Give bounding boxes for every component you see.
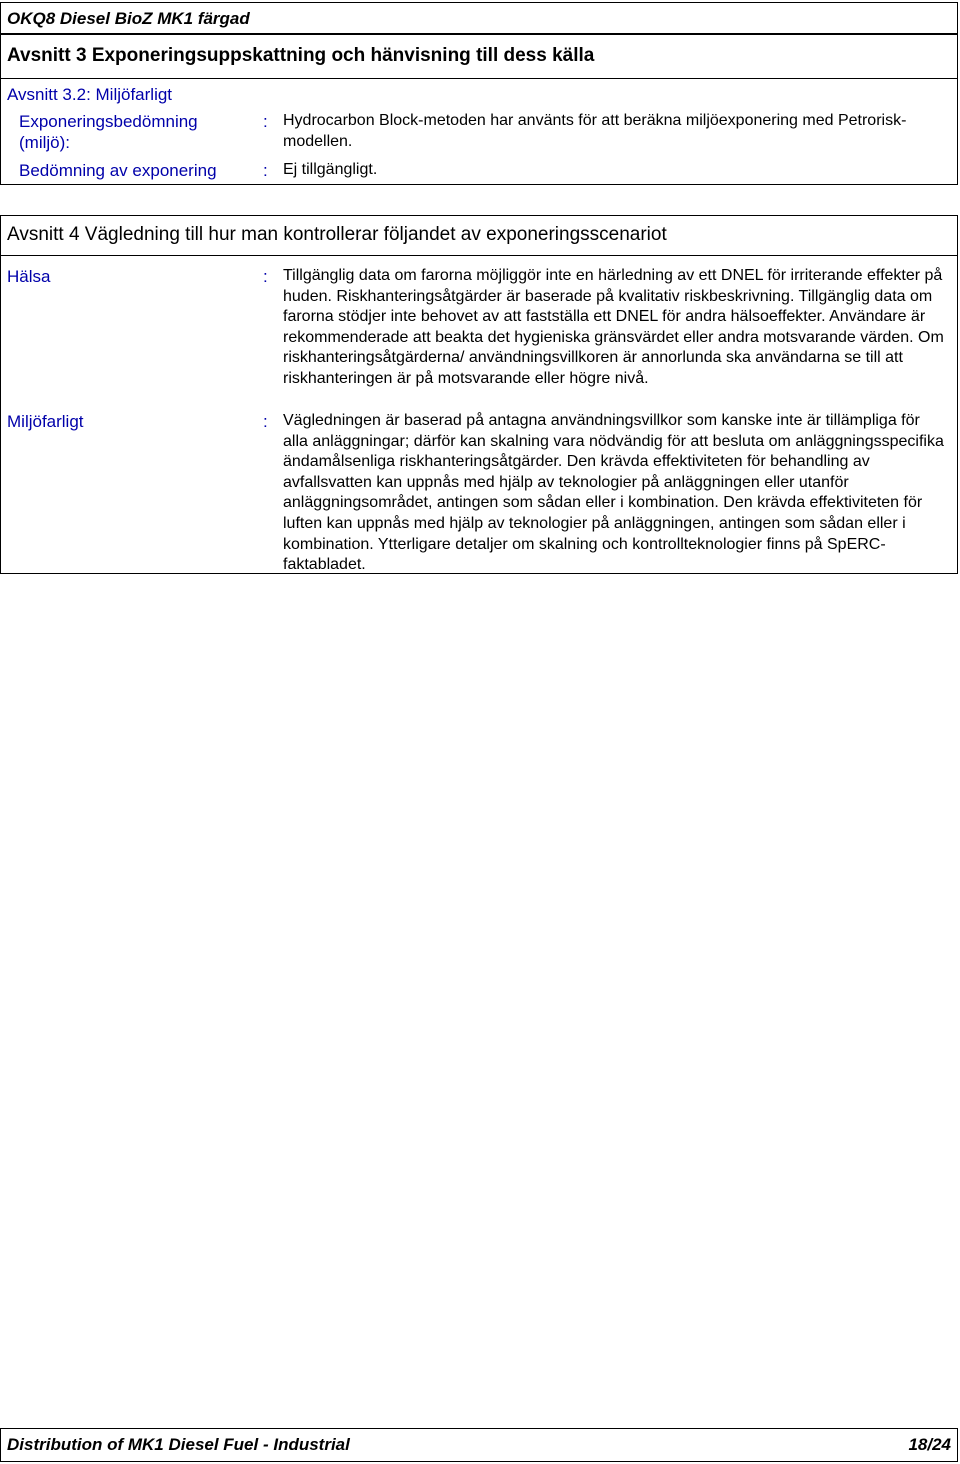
exposure-assessment-label: Exponeringsbedömning (miljö): [19,112,198,152]
section-3-title-bar [1,35,957,79]
environment-colon: : [263,412,268,431]
exposure-evaluation-value: Ej tillgängligt. [283,161,378,178]
page-number: 18/24 [908,1435,951,1454]
health-value: Tillgänglig data om farorna möjliggör inte en härledning av ett DNEL för irriterande effekter på huden. Riskhanteringsåtgärder är baserade på kvalitativ riskbeskrivning. Tillgänglig data om farorna stödjer inte behovet av att fastställa ett DNEL för andra hälsoeffekter. Användare är rekommenderade att beakta det hygieniska gränsvärdet eller andra motsvarande värden. Om riskhanteringsåtgärderna/ användningsvillkoren är annorlunda ska användarna se till att riskhanteringen är på motsvarande eller högre nivå. [283,267,944,387]
section-4-title: Avsnitt 4 Vägledning till hur man kontrollerar följandet av exponeringsscenariot [7,224,667,245]
environment-value: Vägledningen är baserad på antagna användningsvillkor som kanske inte är tillämpliga för alla anläggningar; därför kan skalning vara nödvändig för att besluta om anläggningsspecifika ändamålsenliga riskhanteringsåtgärder. Den krävda effektiviteten för behandling av avfallsvatten kan uppnås med hjälp av teknologier på anläggningen eller utanför anläggningsområdet, antingen som sådan eller i kombination. Den krävda effektiviteten för luften kan uppnås med hjälp av teknologier på anläggningen, antingen som sådan eller i kombination. Ytterligare detaljer om skalning och kontrollteknologier finns på SpERC-faktabladet. [283,412,944,574]
health-colon: : [263,267,268,286]
exposure-evaluation-colon: : [263,161,268,180]
exposure-evaluation-label: Bedömning av exponering [19,161,217,180]
exposure-assessment-colon: : [263,112,268,131]
section-3 [0,34,958,185]
document-header [0,2,958,34]
product-name: OKQ8 Diesel BioZ MK1 färgad [7,9,250,28]
section-3-title: Avsnitt 3 Exponeringsuppskattning och hänvisning till dess källa [7,45,595,66]
document-footer [0,1428,958,1462]
health-label: Hälsa [7,267,51,286]
exposure-assessment-value: Hydrocarbon Block-metoden har använts för att beräkna miljöexponering med Petrorisk-modellen. [283,112,907,150]
section-3-subtitle: Avsnitt 3.2: Miljöfarligt [7,85,173,104]
footer-title: Distribution of MK1 Diesel Fuel - Industrial [7,1435,350,1454]
section-4-title-bar [1,216,957,256]
environment-label: Miljöfarligt [7,412,84,431]
section-4 [0,215,958,574]
